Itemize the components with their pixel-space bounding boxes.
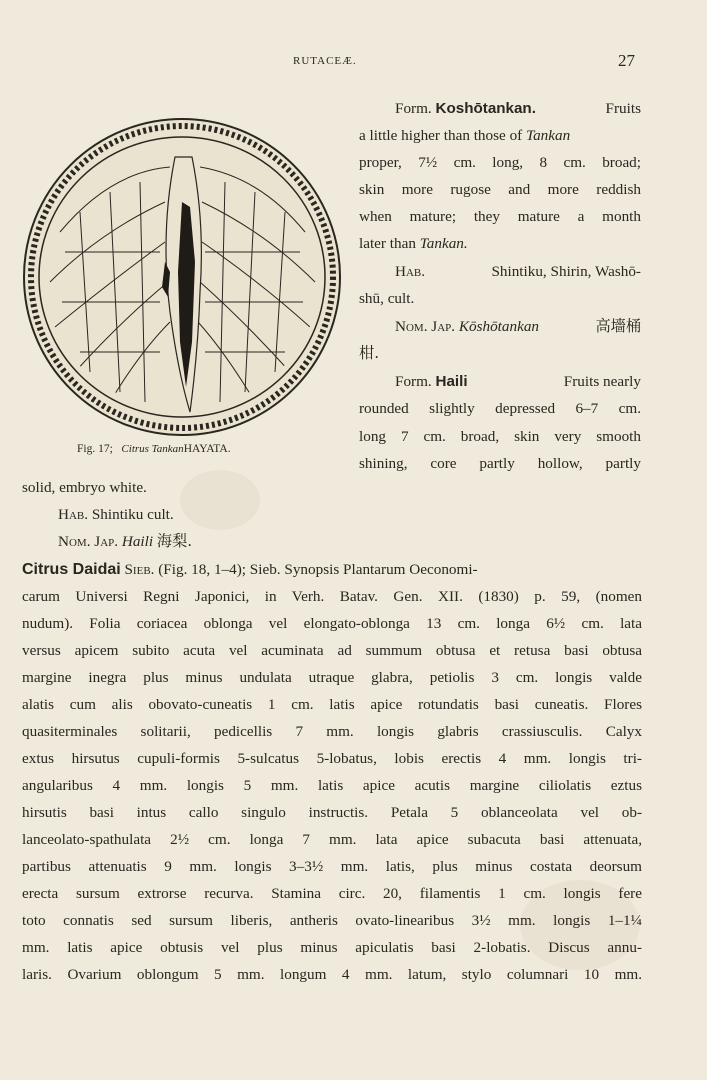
text-line: quasiterminales solitarii, pedicellis 7 mm. longis glabris crassiusculis. Calyx [22, 723, 642, 740]
text-line: angularibus 4 mm. longis 5 mm. latis apice acutis margine ciliolatis eztus [22, 777, 642, 794]
text-line: Form. Haili Fruits nearly [395, 373, 641, 390]
text-line: solid, embryo white. [22, 479, 147, 496]
text-line: versus apicem subito acuta vel acuminata ad summum obtusa et retusa basi obtusa [22, 642, 642, 659]
form-name: Koshōtankan. [435, 100, 536, 117]
caption-author: HAYATA. [183, 443, 231, 455]
text-line: hirsutis basi intus callo singulo instructis. Petala 5 oblanceolata vel ob- [22, 804, 642, 821]
text-line: skin more rugose and more reddish [359, 181, 641, 198]
text-line: toto connatis sed sursum liberis, antheris ovato-linearibus 3½ mm. longis 1–1¼ [22, 912, 642, 929]
text-line: partibus attenuatis 9 mm. longis 3–3½ mm. latis, plus minus costata deorsum [22, 858, 642, 875]
species-name: Citrus Daidai [22, 561, 121, 578]
caption-figure-number: Fig. 17; [77, 443, 113, 455]
text-line: rounded slightly depressed 6–7 cm. [359, 400, 641, 417]
text-line: a little higher than those of Tankan [359, 127, 571, 144]
text-line: when mature; they mature a month [359, 208, 641, 225]
text-line: mm. latis apice obtusis vel plus minus apiculatis basi 2-lobatis. Discus annu- [22, 939, 642, 956]
text-line: margine inegra plus minus undulata utraque glabra, petiolis 3 cm. longis valde [22, 669, 642, 686]
page-stain [180, 470, 260, 530]
text-line: later than Tankan. [359, 235, 468, 252]
kanji-line: 柑. [359, 344, 380, 362]
text-line: erecta sursum extrorse recurva. Stamina circ. 20, filamentis 1 cm. longis fere [22, 885, 642, 902]
figure-caption [77, 443, 231, 455]
text-line: shining, core partly hollow, partly [359, 455, 641, 472]
text-line: nudum). Folia coriacea oblonga vel elongato-oblonga 13 cm. longa 6½ cm. lata [22, 615, 642, 632]
text-line: lanceolato-spathulata 2½ cm. longa 7 mm. lata apice subacuta basi attenuata, [22, 831, 642, 848]
running-header: RUTACEÆ. [293, 55, 357, 67]
text-line: carum Universi Regni Japonici, in Verh. Batav. Gen. XII. (1830) p. 59, (nomen [22, 588, 642, 605]
text-line: extus hirsutus cupuli-formis 5-sulcatus 5-lobatus, lobis erectis 4 mm. longis tri- [22, 750, 642, 767]
form-name: Haili [435, 373, 468, 390]
text-line: long 7 cm. broad, skin very smooth [359, 428, 641, 445]
caption-species: Citrus Tankan [121, 443, 184, 455]
japanese-name-line: Nom. Jap. Kōshōtankan 高墻桶 [395, 317, 641, 335]
text-line: alatis cum alis obovato-cuneatis 1 cm. latis apice rotundatis basi cuneatis. Flores [22, 696, 642, 713]
text-line: Citrus Daidai Sieb. (Fig. 18, 1–4); Sieb. Synopsis Plantarum Oeconomi- [22, 561, 478, 578]
text-line: laris. Ovarium oblongum 5 mm. longum 4 mm. latum, stylo columnari 10 mm. [22, 966, 642, 983]
page-number: 27 [618, 51, 635, 70]
citrus-cross-section-illustration [20, 112, 345, 442]
habitat-line: Hab. Shintiku, Shirin, Washō- [395, 263, 641, 280]
japanese-name-line: Nom. Jap. Haili 海梨. [58, 532, 193, 550]
text-line: proper, 7½ cm. long, 8 cm. broad; [359, 154, 641, 171]
text-line: shū, cult. [359, 290, 415, 307]
habitat-line: Hab. Shintiku cult. [58, 506, 174, 523]
text-line: Form. Koshōtankan. Fruits [395, 100, 641, 117]
